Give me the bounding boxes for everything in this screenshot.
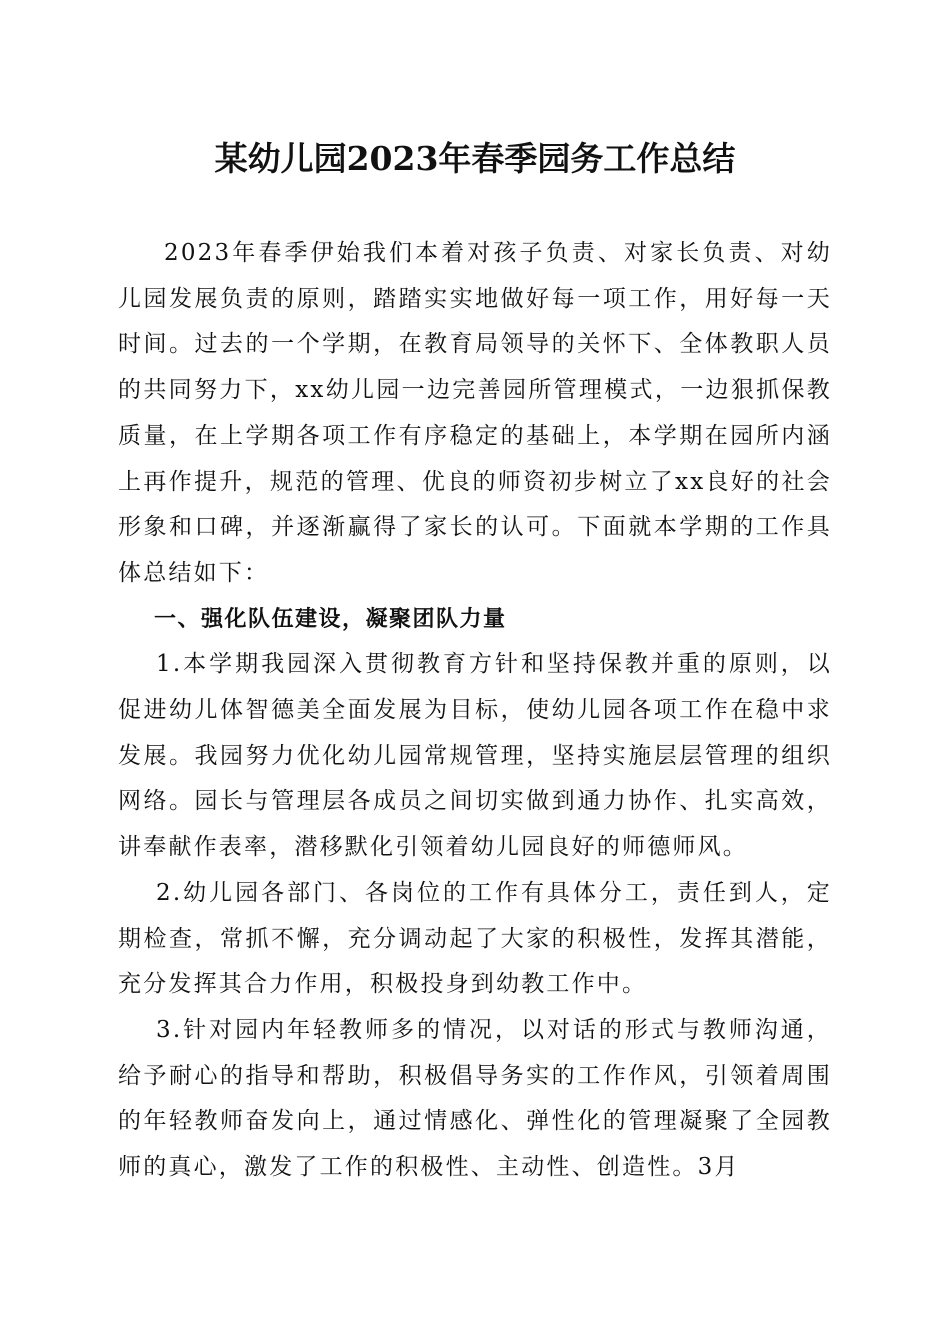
list-item: 3.针对园内年轻教师多的情况，以对话的形式与教师沟通，给予耐心的指导和帮助，积极倡导务实的工作作风，引领着周围的年轻教师奋发向上，通过情感化、弹性化的管理凝聚了全园教师的真心，激发了工作的积极性、主动性、创造性。3月 bbox=[118, 1016, 832, 1181]
list-item: 1.本学期我园深入贯彻教育方针和坚持保教并重的原则，以促进幼儿体智德美全面发展为目标，使幼儿园各项工作在稳中求发展。我园努力优化幼儿园常规管理，坚持实施层层管理的组织网络。园长与管理层各成员之间切实做到通力协作、扎实高效，讲奉献作表率，潜移默化引领着幼儿园良好的师德师风。 bbox=[118, 651, 832, 861]
section-heading: 一、强化队伍建设，凝聚团队力量 bbox=[154, 606, 507, 632]
list-item: 2.幼儿园各部门、各岗位的工作有具体分工，责任到人，定期检查，常抓不懈，充分调动起了大家的积极性，发挥其潜能，充分发挥其合力作用，积极投身到幼教工作中。 bbox=[118, 879, 832, 998]
intro-paragraph: 2023年春季伊始我们本着对孩子负责、对家长负责、对幼儿园发展负责的原则，踏踏实实地做好每一项工作，用好每一天时间。过去的一个学期，在教育局领导的关怀下、全体教职人员的共同努力下，xx幼儿园一边完善园所管理模式，一边狠抓保教质量，在上学期各项工作有序稳定的基础上，本学期在园所内涵上再作提升，规范的管理、优良的师资初步树立了xx良好的社会形象和口碑，并逐渐赢得了家长的认可。下面就本学期的工作具体总结如下： bbox=[118, 240, 832, 586]
document-body bbox=[118, 231, 832, 1191]
page-title: 某幼儿园2023年春季园务工作总结 bbox=[214, 139, 736, 178]
